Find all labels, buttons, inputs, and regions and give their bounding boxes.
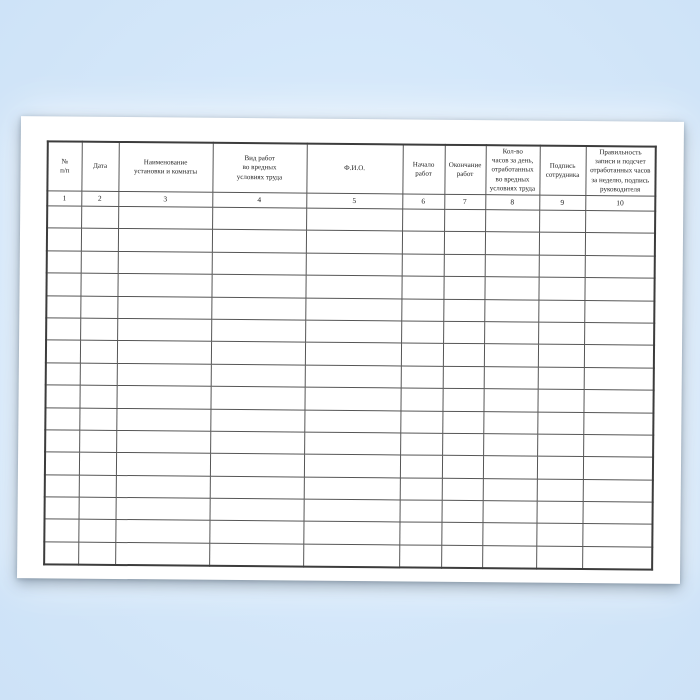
empty-cell — [585, 211, 655, 234]
empty-cell — [442, 411, 483, 434]
header-cell-5: Ф.И.О. — [306, 144, 402, 194]
header-cell-2: Дата — [81, 142, 118, 192]
empty-cell — [582, 546, 652, 570]
empty-cell — [400, 410, 442, 433]
column-number-cell-3: 3 — [118, 191, 212, 207]
empty-cell — [209, 543, 303, 567]
header-cell-1: № п/п — [47, 141, 81, 191]
empty-cell — [304, 454, 400, 477]
column-number-cell-5: 5 — [306, 193, 402, 209]
empty-cell — [537, 479, 583, 502]
empty-cell — [118, 206, 212, 229]
table-header — [47, 141, 655, 196]
empty-cell — [539, 233, 585, 256]
empty-cell — [485, 232, 539, 255]
empty-cell — [536, 501, 582, 524]
empty-cell — [444, 209, 485, 232]
empty-cell — [400, 433, 442, 456]
empty-cell — [304, 499, 400, 522]
empty-cell — [81, 251, 118, 274]
empty-cell — [584, 322, 654, 345]
empty-cell — [80, 273, 117, 296]
empty-cell — [304, 477, 400, 500]
header-cell-10: Правильность записи и подсчет отработанных часов за неделю, подпись руководителя — [585, 146, 655, 196]
empty-cell — [45, 452, 79, 475]
empty-cell — [304, 432, 400, 455]
empty-cell — [400, 455, 442, 478]
empty-cell — [583, 434, 653, 457]
empty-cell — [212, 252, 306, 275]
empty-cell — [116, 498, 210, 521]
empty-cell — [538, 322, 584, 345]
empty-cell — [47, 206, 81, 229]
empty-entry-row — [44, 542, 652, 570]
empty-cell — [117, 318, 211, 341]
empty-cell — [584, 345, 654, 368]
empty-cell — [212, 207, 306, 230]
empty-cell — [79, 452, 116, 475]
column-number-cell-10: 10 — [585, 196, 655, 212]
empty-cell — [539, 210, 585, 233]
empty-cell — [79, 497, 116, 520]
empty-cell — [585, 255, 655, 278]
empty-cell — [399, 522, 441, 545]
empty-cell — [305, 342, 401, 365]
column-number-cell-2: 2 — [81, 191, 118, 206]
empty-cell — [484, 322, 538, 345]
empty-cell — [211, 319, 305, 342]
empty-cell — [537, 434, 583, 457]
empty-cell — [45, 407, 79, 430]
empty-cell — [306, 230, 402, 253]
column-number-cell-4: 4 — [212, 192, 306, 208]
empty-cell — [537, 456, 583, 479]
empty-cell — [538, 277, 584, 300]
empty-cell — [211, 364, 305, 387]
empty-cell — [303, 522, 399, 545]
empty-cell — [305, 365, 401, 388]
empty-cell — [212, 230, 306, 253]
empty-cell — [401, 276, 443, 299]
empty-cell — [210, 431, 304, 454]
header-cell-9: Подпись сотрудника — [539, 146, 585, 196]
header-cell-8: Кол-во часов за день, отработанных во вредных условиях труда — [485, 145, 539, 195]
column-number-cell-9: 9 — [539, 195, 585, 210]
empty-cell — [115, 520, 209, 543]
empty-cell — [482, 523, 536, 546]
empty-cell — [116, 386, 210, 409]
empty-cell — [78, 542, 115, 565]
empty-cell — [485, 254, 539, 277]
empty-cell — [402, 209, 444, 232]
empty-cell — [45, 385, 79, 408]
empty-cell — [211, 297, 305, 320]
empty-cell — [582, 502, 652, 525]
empty-cell — [584, 278, 654, 301]
empty-cell — [443, 276, 484, 299]
empty-cell — [116, 475, 210, 498]
empty-cell — [306, 208, 402, 231]
empty-cell — [483, 411, 537, 434]
empty-cell — [536, 546, 582, 569]
empty-cell — [304, 410, 400, 433]
empty-cell — [537, 412, 583, 435]
empty-cell — [482, 546, 536, 569]
empty-cell — [443, 299, 484, 322]
empty-cell — [80, 363, 117, 386]
empty-cell — [81, 229, 118, 252]
empty-cell — [47, 228, 81, 251]
empty-cell — [46, 318, 80, 341]
column-number-cell-8: 8 — [485, 195, 539, 210]
empty-cell — [210, 454, 304, 477]
empty-cell — [44, 542, 78, 565]
empty-cell — [116, 430, 210, 453]
empty-cell — [210, 386, 304, 409]
empty-cell — [441, 545, 482, 568]
empty-cell — [538, 367, 584, 390]
empty-cell — [485, 210, 539, 233]
empty-cell — [117, 341, 211, 364]
empty-cell — [482, 501, 536, 524]
empty-cell — [117, 363, 211, 386]
empty-cell — [116, 453, 210, 476]
empty-cell — [442, 433, 483, 456]
empty-cell — [304, 387, 400, 410]
empty-cell — [582, 524, 652, 547]
empty-cell — [399, 545, 441, 568]
column-number-cell-7: 7 — [444, 194, 485, 209]
empty-cell — [583, 457, 653, 480]
empty-cell — [583, 479, 653, 502]
empty-cell — [443, 321, 484, 344]
empty-cell — [585, 233, 655, 256]
empty-cell — [210, 498, 304, 521]
empty-cell — [401, 299, 443, 322]
paper-page — [17, 116, 684, 584]
empty-cell — [483, 434, 537, 457]
empty-cell — [80, 340, 117, 363]
empty-cell — [483, 456, 537, 479]
empty-cell — [584, 367, 654, 390]
empty-cell — [79, 475, 116, 498]
empty-cell — [583, 390, 653, 413]
empty-cell — [46, 340, 80, 363]
empty-cell — [537, 389, 583, 412]
empty-cell — [402, 231, 444, 254]
empty-cell — [401, 321, 443, 344]
empty-cell — [45, 430, 79, 453]
empty-cell — [538, 344, 584, 367]
empty-cell — [47, 251, 81, 274]
empty-cell — [442, 478, 483, 501]
empty-cell — [484, 277, 538, 300]
empty-cell — [483, 389, 537, 412]
empty-cell — [80, 296, 117, 319]
empty-cell — [484, 344, 538, 367]
empty-cell — [401, 343, 443, 366]
empty-cell — [441, 523, 482, 546]
empty-cell — [583, 412, 653, 435]
empty-cell — [305, 298, 401, 321]
empty-cell — [305, 320, 401, 343]
empty-cell — [81, 206, 118, 229]
empty-cell — [538, 300, 584, 323]
empty-cell — [116, 408, 210, 431]
empty-cell — [483, 478, 537, 501]
empty-cell — [584, 300, 654, 323]
empty-cell — [117, 296, 211, 319]
empty-cell — [45, 475, 79, 498]
empty-cell — [45, 497, 79, 520]
empty-cell — [79, 385, 116, 408]
header-row — [47, 141, 655, 196]
empty-cell — [210, 476, 304, 499]
column-number-cell-6: 6 — [402, 194, 444, 209]
empty-cell — [401, 366, 443, 389]
header-cell-7: Окончание работ — [444, 145, 485, 195]
empty-cell — [80, 318, 117, 341]
empty-cell — [79, 430, 116, 453]
empty-cell — [115, 542, 209, 566]
empty-cell — [400, 388, 442, 411]
empty-cell — [399, 500, 441, 523]
empty-cell — [305, 275, 401, 298]
header-cell-4: Вид работ во вредных условиях труда — [212, 143, 306, 193]
empty-cell — [484, 299, 538, 322]
column-number-cell-1: 1 — [47, 191, 81, 206]
empty-cell — [303, 544, 399, 568]
empty-cell — [44, 519, 78, 542]
empty-cell — [46, 273, 80, 296]
empty-cell — [117, 274, 211, 297]
empty-cell — [443, 366, 484, 389]
empty-cell — [79, 408, 116, 431]
empty-cell — [78, 520, 115, 543]
empty-cell — [441, 500, 482, 523]
work-log-form-table — [43, 140, 657, 571]
empty-cell — [442, 456, 483, 479]
empty-cell — [118, 251, 212, 274]
empty-cell — [443, 344, 484, 367]
empty-cell — [484, 366, 538, 389]
empty-cell — [46, 295, 80, 318]
empty-cell — [306, 253, 402, 276]
empty-cell — [444, 254, 485, 277]
empty-cell — [209, 521, 303, 544]
empty-cell — [211, 342, 305, 365]
empty-cell — [444, 232, 485, 255]
empty-cell — [442, 388, 483, 411]
header-cell-6: Начало работ — [402, 144, 444, 194]
empty-cell — [539, 255, 585, 278]
header-cell-3: Наименование установки и комнаты — [118, 142, 212, 192]
empty-cell — [46, 363, 80, 386]
empty-cell — [536, 524, 582, 547]
table-body — [44, 191, 655, 570]
empty-cell — [211, 274, 305, 297]
empty-cell — [402, 254, 444, 277]
empty-cell — [118, 229, 212, 252]
empty-cell — [400, 478, 442, 501]
empty-cell — [210, 409, 304, 432]
